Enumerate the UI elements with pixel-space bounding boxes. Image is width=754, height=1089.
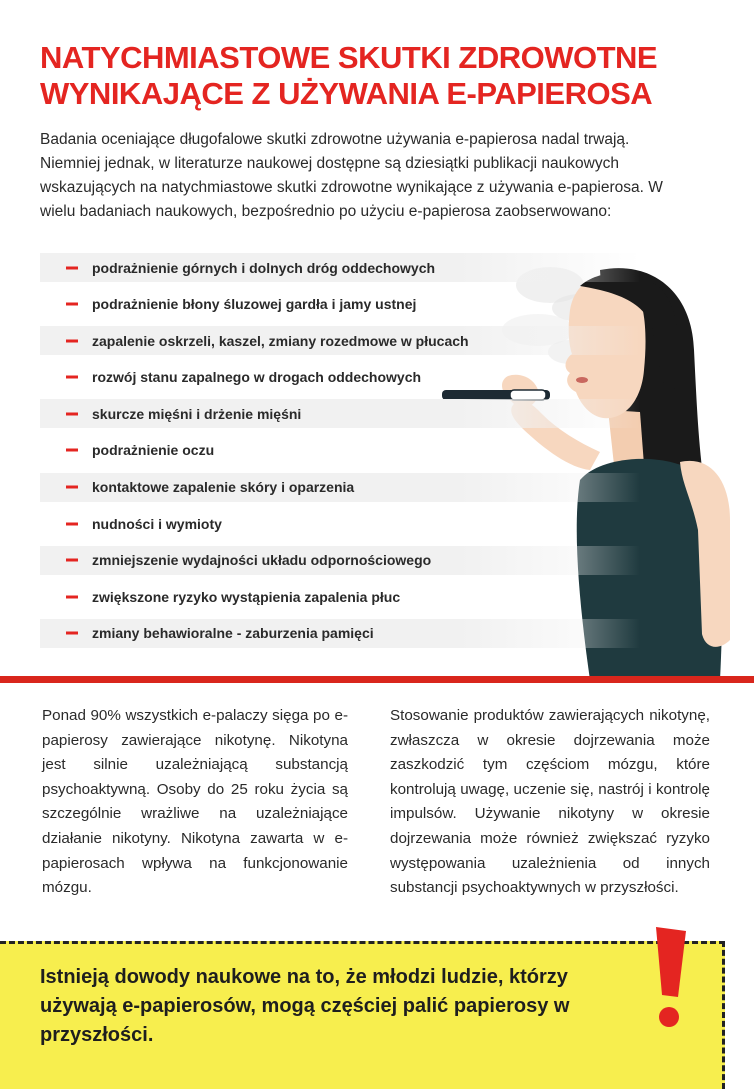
callout-text: Istnieją dowody naukowe na to, że młodzi ludzie, którzy używają e-papierosów, mogą częściej palić papierosy w przyszłości. — [40, 966, 570, 1046]
list-item — [40, 436, 640, 465]
list-item-label: nudności i wymioty — [92, 515, 222, 532]
list-item-label: podrażnienie górnych i dolnych dróg oddechowych — [92, 259, 436, 276]
title-line-1: NATYCHMIASTOWE SKUTKI ZDROWOTNE — [40, 40, 658, 75]
list-item — [40, 619, 640, 648]
list-item — [40, 290, 640, 319]
list-item-label: podrażnienie błony śluzowej gardła i jamy ustnej — [92, 296, 417, 313]
page-title — [40, 40, 720, 112]
exclamation-bar — [656, 927, 686, 997]
bullet-dash — [66, 486, 78, 489]
list-item — [40, 546, 640, 575]
bullet-dash — [66, 559, 78, 562]
list-item-label: rozwój stanu zapalnego w drogach oddechowych — [92, 369, 422, 386]
exclamation-icon — [638, 921, 702, 1033]
list-item — [40, 473, 640, 502]
bullet-dash — [66, 376, 78, 379]
bullet-dash — [66, 449, 78, 452]
bullet-dash — [66, 595, 78, 598]
list-item — [40, 363, 640, 392]
list-item-label: skurcze mięśni i drżenie mięśni — [92, 405, 302, 422]
bullet-dash — [66, 522, 78, 525]
nicotine-paragraph-right: Stosowanie produktów zawierających nikotynę, zwłaszcza w okresie dojrzewania może zaszkodzić tym częściom mózgu, które kontrolują uwagę, uczenie się, nastrój i kontrolę impulsów. Używanie nikotyny w okresie dojrzewania może również zwiększać ryzyko występowania uzależnienia od innych substancji psychoaktywnych w przyszłości. — [390, 707, 710, 897]
list-item-label: zmiany behawioralne - zaburzenia pamięci — [92, 625, 374, 642]
intro-paragraph: Badania oceniające długofalowe skutki zdrowotne używania e-papierosa nadal trwają. Niemniej jednak, w literaturze naukowej dostępne są dziesiątki publikacji naukowych wskazujących na natychmiastowe skutki zdrowotne wynikające z używania e-papierosa. W wielu badaniach naukowych, bezpośrednio po użyciu e-papierosa zaobserwowano: — [40, 131, 663, 220]
list-item — [40, 582, 640, 611]
nicotine-paragraph-left: Ponad 90% wszystkich e-palaczy sięga po e-papierosy zawierające nikotynę. Nikotyna jest silnie uzależniającą substancją psychoaktywną. Osoby do 25 roku życia są szczególnie wrażliwe na uzależniające działanie nikotyny. Nikotyna zawarta w e-papierosach wpływa na funkcjonowanie mózgu. — [42, 707, 348, 897]
title-line-2: WYNIKAJĄCE Z UŻYWANIA E-PAPIEROSA — [40, 76, 653, 111]
list-item-label: zapalenie oskrzeli, kaszel, zmiany rozedmowe w płucach — [92, 332, 469, 349]
bullet-dash — [66, 266, 78, 269]
list-item-label: podrażnienie oczu — [92, 442, 215, 459]
section-divider — [0, 676, 754, 683]
list-item-label: kontaktowe zapalenie skóry i oparzenia — [92, 479, 355, 496]
bullet-dash — [66, 303, 78, 306]
effects-list — [40, 253, 640, 656]
list-item — [40, 399, 640, 428]
bullet-dash — [66, 339, 78, 342]
list-item — [40, 253, 640, 282]
exclamation-dot — [659, 1007, 679, 1027]
list-item-label: zmniejszenie wydajności układu odpornościowego — [92, 552, 432, 569]
bullet-dash — [66, 632, 78, 635]
bullet-dash — [66, 412, 78, 415]
list-item — [40, 326, 640, 355]
list-item-label: zwiększone ryzyko wystąpienia zapalenia płuc — [92, 588, 401, 605]
list-item — [40, 509, 640, 538]
